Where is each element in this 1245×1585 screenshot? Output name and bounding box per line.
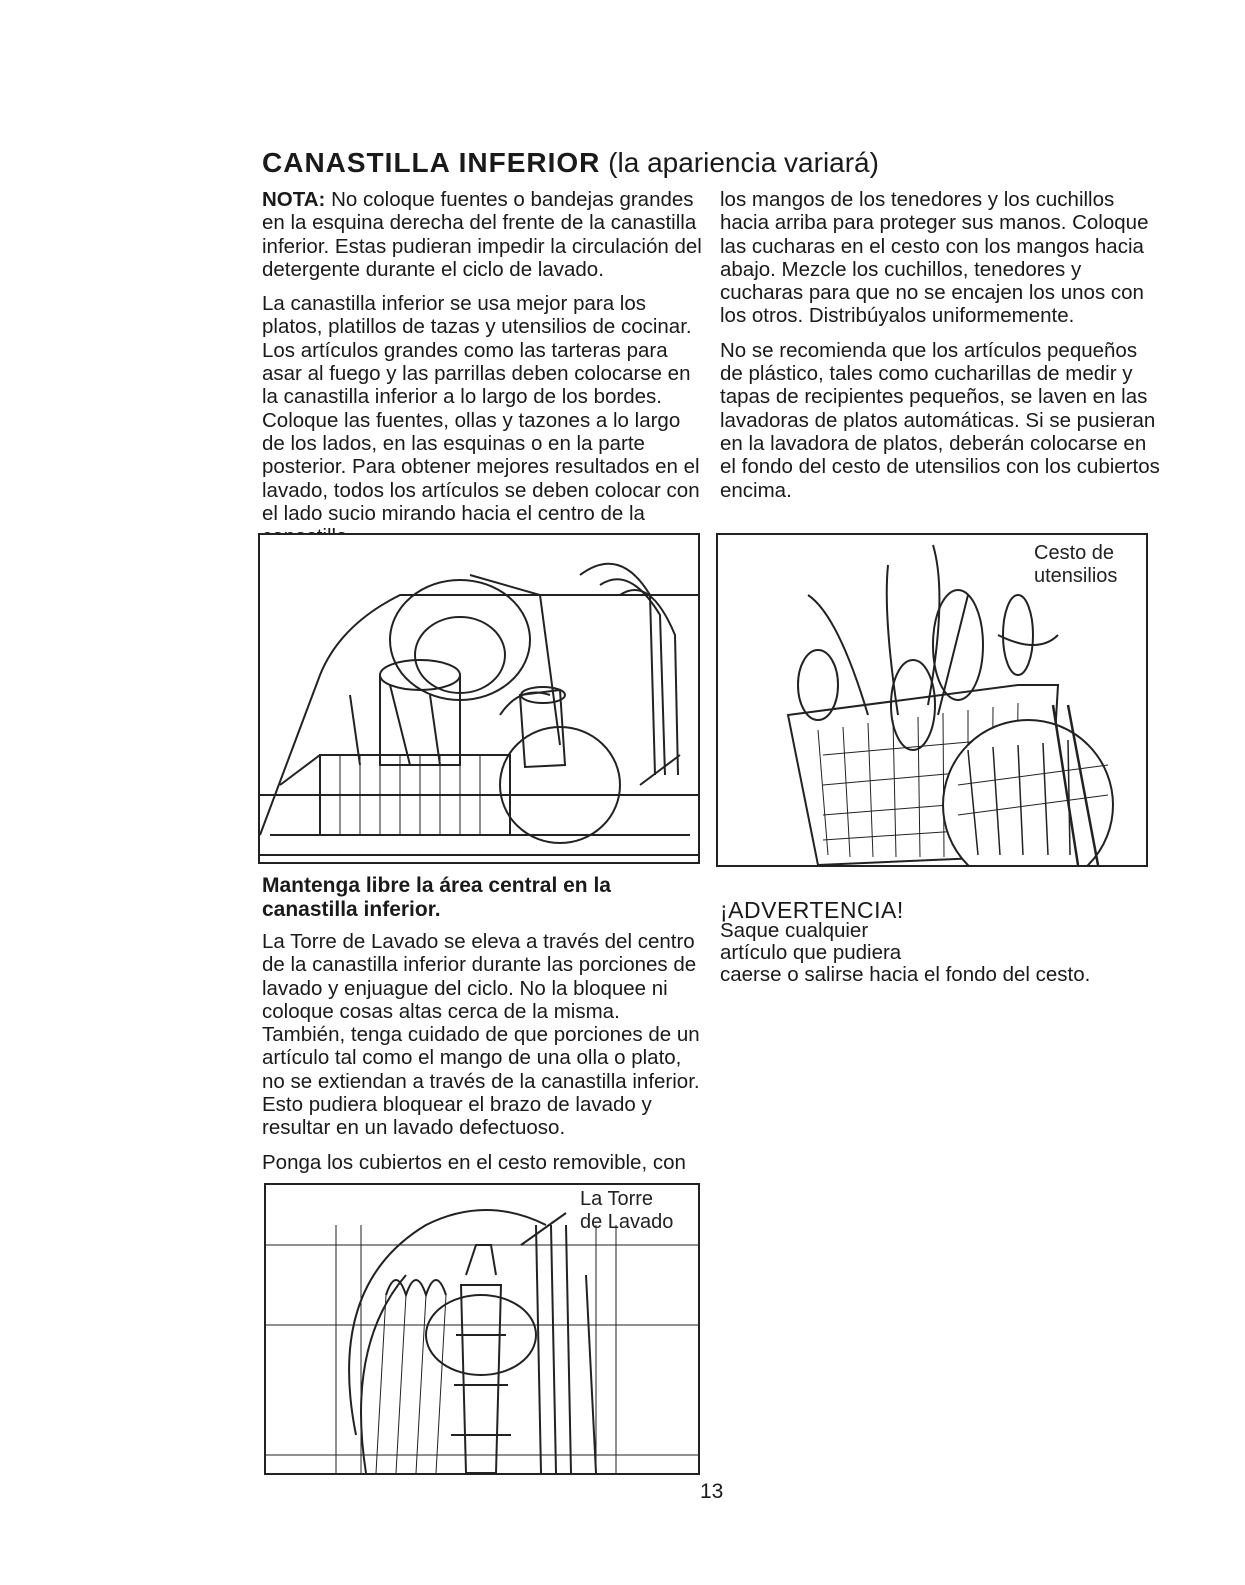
left-column xyxy=(262,188,707,559)
basket-label-line1: Cesto de xyxy=(1034,542,1115,564)
warning-line3: caerse o salirse hacia el fondo del cesto. xyxy=(720,963,1091,986)
warning-title: ¡ADVERTENCIA! xyxy=(720,897,904,923)
wash-tower-label xyxy=(580,1188,673,1234)
section-heading xyxy=(262,146,879,180)
warning-line2: artículo que pudiera xyxy=(720,941,902,964)
note-text: No coloque fuentes o bandejas grandes en la esquina derecha del frente de la canastilla inferior. Estas pudieran impedir la circulación del detergente durante el ciclo de lavado. xyxy=(262,188,702,281)
basket-label-line2: utensilios xyxy=(1034,565,1118,587)
lower-rack-illustration xyxy=(258,533,700,864)
wash-tower-label-line1: La Torre xyxy=(580,1188,654,1210)
lower-rack-paragraph: La canastilla inferior se usa mejor para los platos, platillos de tazas y utensilios de cocinar. Los artículos grandes como las tarteras para asar al fuego y las parrillas deben colocarse en la canastilla inferior a lo largo de los bordes. Coloque las fuentes, ollas y tazones a lo largo de los lados, en las esquinas o en la parte posterior. Para obtener mejores resultados en el lavado, todos los artículos se deben colocar con el lado sucio mirando hacia el centro de la xyxy=(262,292,700,525)
basket-label xyxy=(1034,542,1117,588)
warning-text xyxy=(720,920,1170,986)
page-number: 13 xyxy=(700,1480,724,1503)
cutlery-paragraph: los mangos de los tenedores y los cuchillos hacia arriba para proteger sus manos. Coloque las cucharas en el cesto con los mangos hacia abajo. Mezcle los cuchillos, tenedores y cucharas para que no se encajen los unos con los otros. Distribúyalos uniformemente. xyxy=(720,188,1149,328)
note-label: NOTA: xyxy=(262,188,326,211)
cutlery-basket-paragraph: Ponga los cubiertos en el cesto removible, con xyxy=(262,1150,686,1174)
wash-tower-paragraph: La Torre de Lavado se eleva a través del centro de la canastilla inferior durante las porciones de lavado y enjuague del ciclo. No la bloquee ni coloque cosas altas cerca de la misma. También, tenga cuidado de que porciones de un artículo tal como el mango de una olla o plato, no se extiendan a través de la canastilla inferior. Esto pudiera bloquear el brazo de lavado y resultar en un lavado defectuoso. xyxy=(262,930,700,1140)
wash-tower-label-line2: de Lavado xyxy=(580,1211,674,1233)
note-paragraph xyxy=(262,188,707,281)
heading-note: (la apariencia variará) xyxy=(608,147,879,178)
plastic-items-paragraph: No se recomienda que los artículos pequeños de plástico, tales como cucharillas de medir y tapas de recipientes pequeños, se laven en las lavadoras de platos automáticas. Si se pusieran en la lavadora de platos, deberán colocarse en el fondo del cesto de utensilios con los cubiertos encima. xyxy=(720,338,1160,502)
warning-line1: Saque cualquier xyxy=(720,919,869,942)
left-column-lower xyxy=(262,930,707,1185)
center-area-subheading: Mantenga libre la área central en la canastilla inferior. xyxy=(262,874,611,921)
right-column xyxy=(720,188,1160,513)
heading-bold: CANASTILLA INFERIOR xyxy=(262,147,601,178)
